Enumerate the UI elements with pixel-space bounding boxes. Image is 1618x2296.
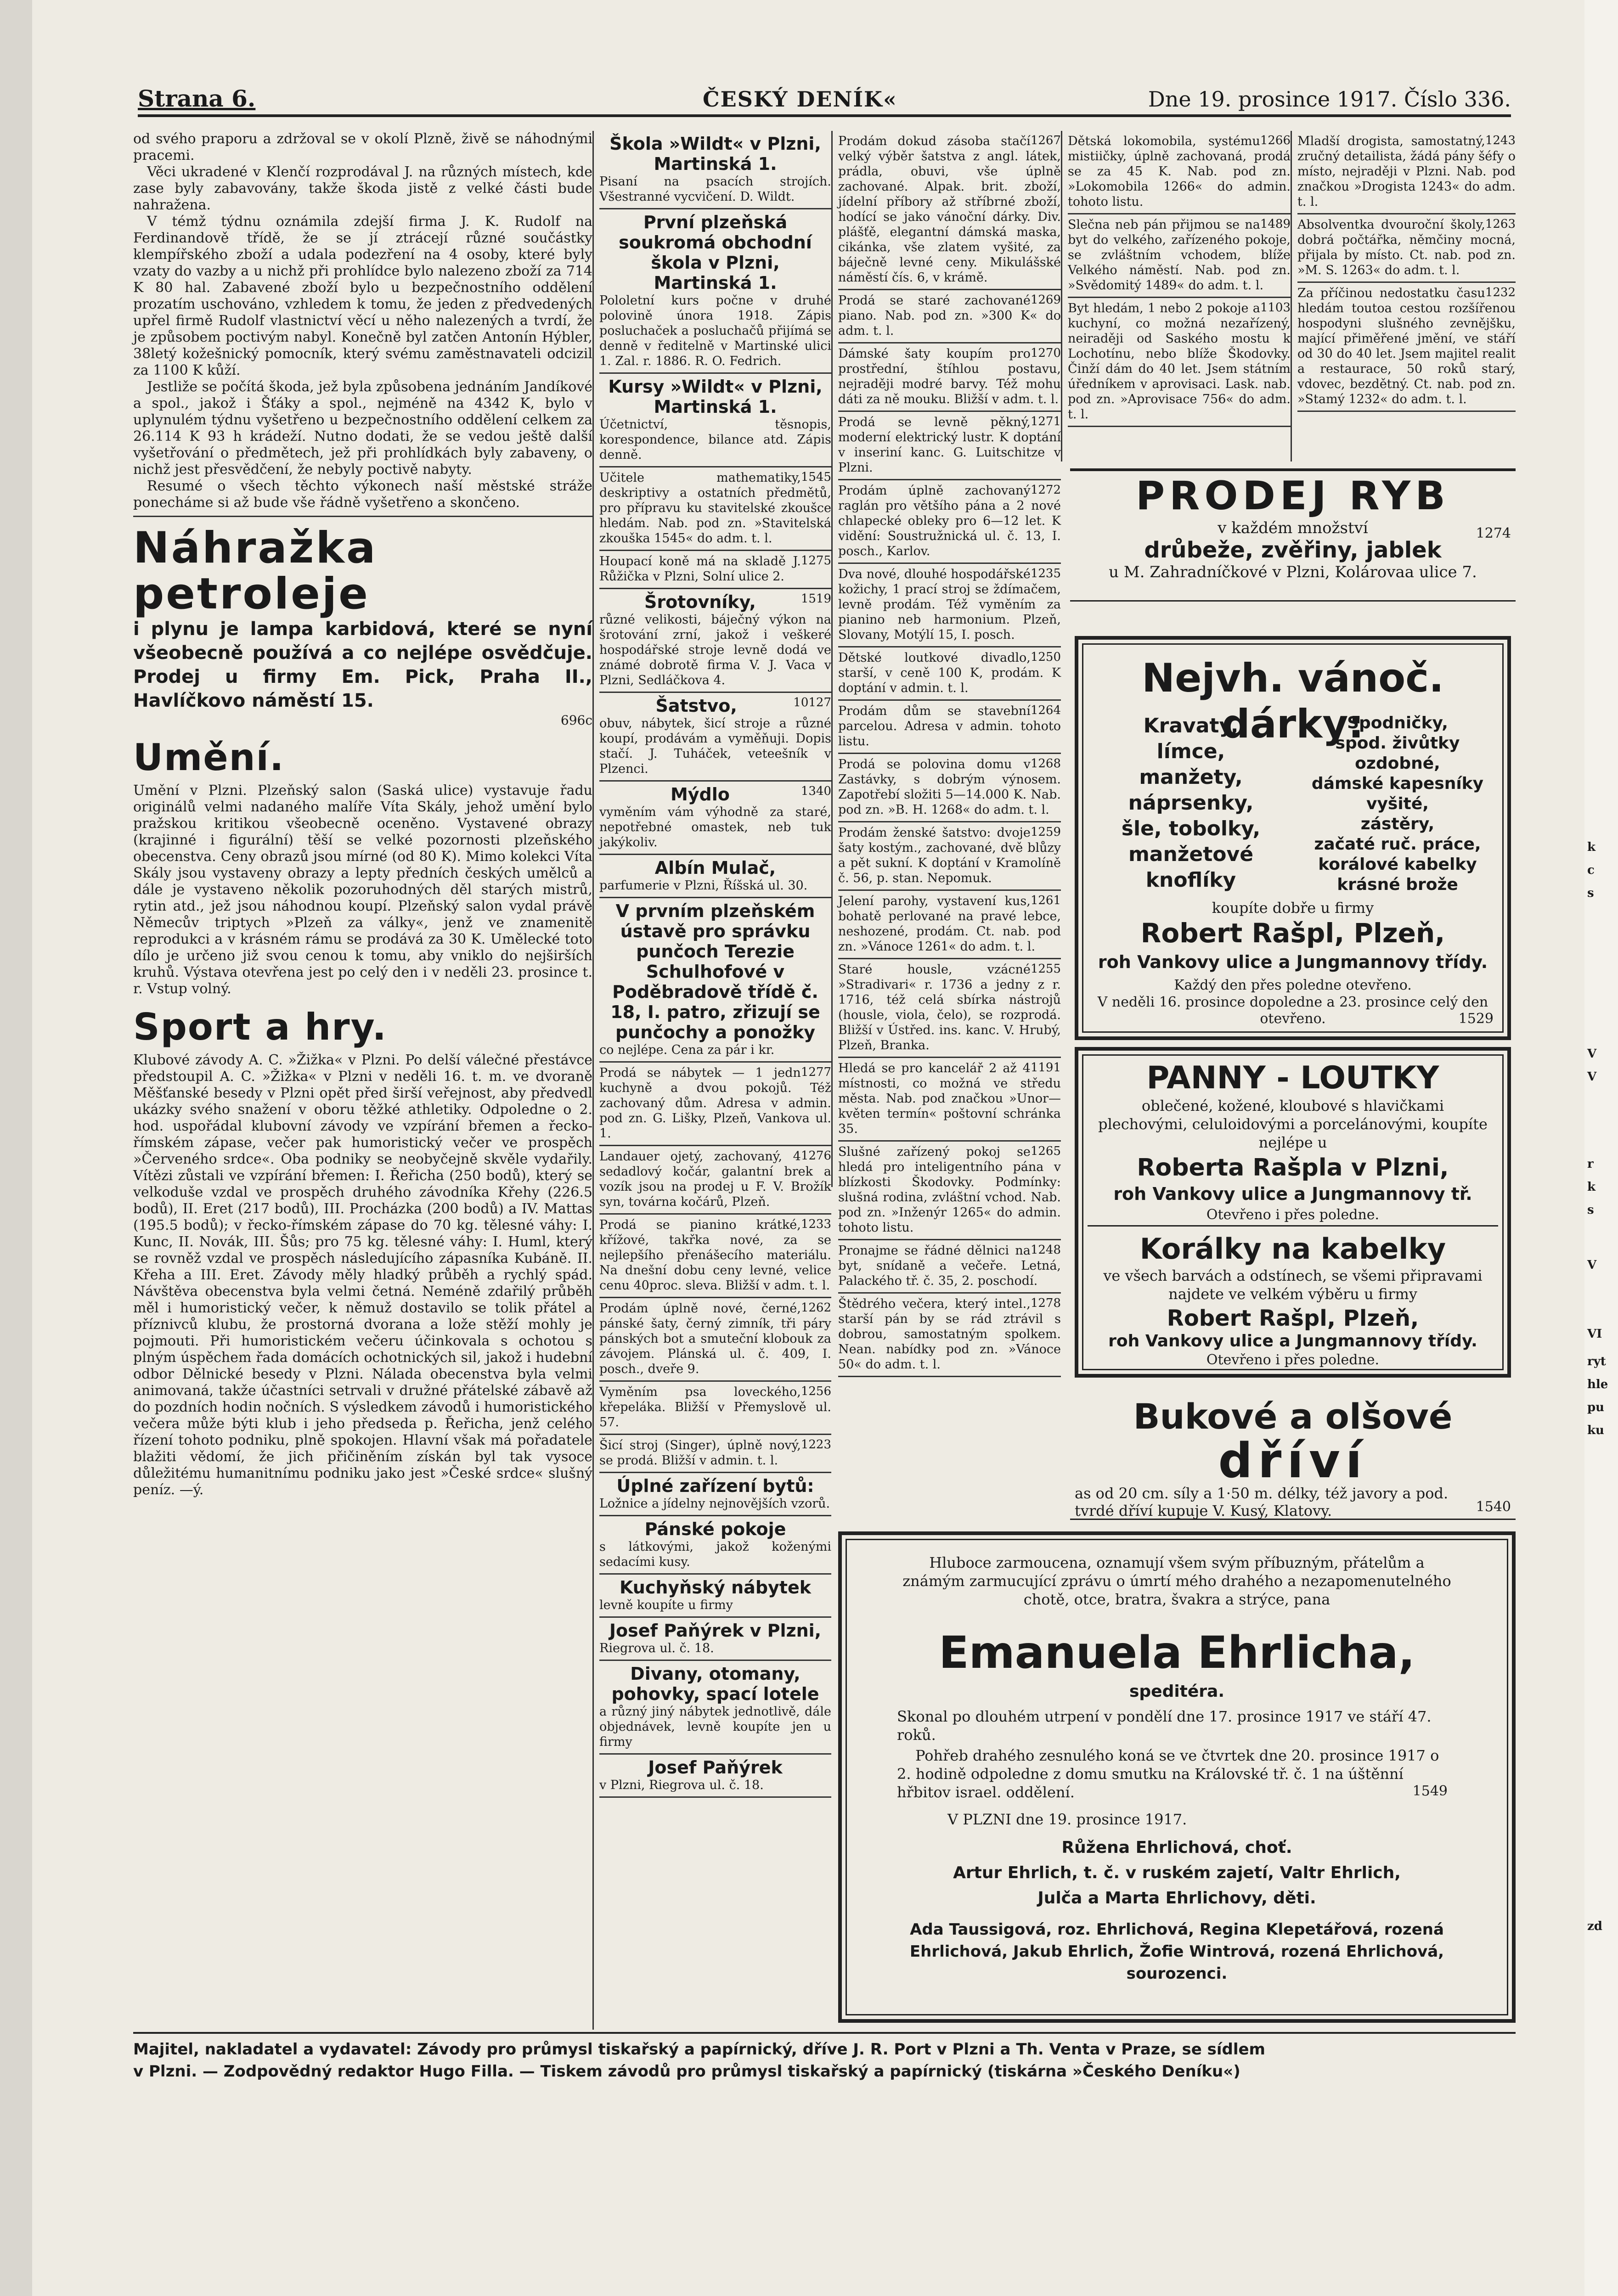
gifts-ad-hours: V neděli 16. prosince dopoledne a 23. prosince celý den otevřeno. <box>1097 994 1488 1027</box>
petroleum-ad-body: i plynu je lampa karbidová, které se nyní všeobecně používá a co nejlépe osvědčuje. Prodej u firmy Em. Pick, Praha II., Havlíčkovo náměstí 15. <box>133 619 592 711</box>
dolls-ad-firm: Roberta Rašpla v Plzni, <box>1137 1154 1449 1182</box>
obituary-notice <box>838 1531 1516 2023</box>
ad-body: Prodá se staré zachované piano. Nab. pod zn. »300 K« do adm. t. l. <box>838 293 1061 338</box>
obituary-signature: Julča a Marta Ehrlichovy, děti. <box>1037 1889 1316 1908</box>
ad-number: 1259 <box>1030 825 1061 839</box>
ad-number: 1271 <box>1030 415 1061 428</box>
ad-number: 1255 <box>1030 962 1061 976</box>
column-classifieds-4 <box>1061 131 1291 461</box>
ad-number: 1191 <box>1030 1061 1061 1075</box>
strip-fragment: ku <box>1587 1424 1604 1437</box>
classified-ad <box>838 343 1061 412</box>
gift-item: Spodničky, <box>1347 714 1448 732</box>
ad-number: 1268 <box>1030 757 1061 771</box>
ad-number: 1540 <box>1476 1499 1511 1515</box>
strip-fragment: hle <box>1587 1378 1608 1391</box>
ad-body: Učitele mathematiky, deskriptivy a ostatních předmětů, pro přípravu ku stavitelské zkoušce hledám. Nab. pod zn. »Stavitelská zkouška 1545« do adm. t. l. <box>599 471 831 546</box>
masthead <box>138 85 1511 117</box>
gifts-list-left <box>1092 713 1290 893</box>
ad-body: Absolventka dvouroční školy, dobrá počtářka, němčiny mocná, přijala by místo. Ct. nab. pod zn. »M. S. 1263« do adm. t. l. <box>1297 218 1516 277</box>
classified-ad <box>599 1661 831 1755</box>
strip-fragment: V <box>1587 1070 1597 1084</box>
classified-ad <box>1068 214 1291 298</box>
classified-ad <box>599 898 831 1063</box>
classified-ad <box>838 701 1061 754</box>
ad-heading: Úplné zařízení bytů: <box>616 1476 814 1496</box>
ad-body: Pololetní kurs počne v druhé polovině února 1918. Zápis posluchaček a posluchačů přijímá se denně v ředitelně v Martinské ulici 1. Zal. r. 1886. R. O. Fedrich. <box>599 293 831 368</box>
column-classifieds-3 <box>831 131 1061 1372</box>
ad-number: 1340 <box>801 784 831 798</box>
gift-item: zástěry, <box>1360 815 1435 833</box>
classified-ad <box>838 1058 1061 1142</box>
ad-number: 1267 <box>1030 134 1061 147</box>
ad-number: 1243 <box>1485 134 1516 147</box>
gift-item: začaté ruč. práce, <box>1314 835 1481 854</box>
sport-article: Klubové závody A. C. »Žižka« v Plzni. Po delší válečné přestávce předstoupil A. C. »Žižka« v Plzni v neděli 16. t. m. ve dvoraně Měšťanské besedy v Plzni opět před širší veřejnost, aby předvedl ukázky svého snažení v oboru těžké athletiky. Odpoledne o 2. hod. uspořádal klubovní závody ve vzpírání břemen a řecko-římském zápase, večer pak humoristický večer ve prospěch »Červeného srdce«. Oba podniky se neobyčejně skvěle vydařily. Vítězi zůstali ve vzpírání břemen: I. Řeřicha (250 bodů), který se velkoduše vzdal ve prospěch druhého závodníka Křehy (226.5 bodů), II. Eret (217 bodů), III. Procházka (200 bodů) a IV. Mattas (195.5 bodů); v řecko-římském zápase do 70 kg. tělesné váhy: I. Kunc, II. Novák, III. Šůs; pro 75 kg. tělesné váhy: I. Huml, který se rovněž vzdal ve prospěch následujícího zápasníka Kubáně. II. Křeha a III. Eret. Závody měly hladký průběh a rychlý spád. Návštěva obecenstva byla velmi četná. Neméně zdařilý průběh měl i humoristický večer, k němuž dostavilo se tolik přátel a příznivců klubu, že prostorná dvorana a lože stěží mohly je pojmouti. Při humoristickém večeru účinkovala s ochotou s plným úspěchem řada domácích ochotnických sil, jakož i hudební odbor Dělnické besedy v Plzni. Nálada obecenstva byla velmi animovaná, takže účastníci setrvali v družné přátelské zábavě až do pozdních hodin nočních. S výsledkem závodů i humoristického večera může býti klub i jeho předseda p. Řeřicha, jenž celého řízení tohoto podniku, plně spokojen. Hlavní však má pořadatele blažiti vědomí, že jich přičiněním získán byl tak vysoce důležitému humanitnímu podniku jako jest »České srdce« slušný peníz. —ý. <box>133 1052 592 1498</box>
gifts-ad-line: koupíte dobře u firmy <box>1212 899 1374 917</box>
classified-ad <box>1297 131 1516 214</box>
strip-fragment: V <box>1587 1258 1597 1272</box>
ad-number: 1274 <box>1476 525 1511 541</box>
ad-number: 1266 <box>1260 134 1291 147</box>
obituary-role: speditéra. <box>1129 1682 1225 1701</box>
section-title-sport: Sport a hry. <box>133 1006 387 1048</box>
gift-item: Kravaty, <box>1143 714 1239 737</box>
obituary-name: Emanuela Ehrlicha, <box>939 1627 1415 1678</box>
ad-heading: Divany, otomany, pohovky, spací lotele <box>611 1664 819 1704</box>
firewood-ad-text: as od 20 cm. síly a 1·50 m. délky, též javory a pod. tvrdé dříví kupuje V. Kusý, Klatovy. <box>1075 1485 1449 1519</box>
strip-fragment: pu <box>1587 1401 1605 1414</box>
classified-ad <box>838 480 1061 564</box>
ad-heading: Albín Mulač, <box>654 858 776 878</box>
newspaper-name: ČESKÝ DENÍK« <box>703 87 897 112</box>
classified-ad <box>599 374 831 467</box>
classified-ad <box>599 1435 831 1473</box>
ad-body: Prodám dokud zásoba stačí velký výběr šatstva z angl. látek, prádla, obuvi, vše úplně zachované. Alpak. brit. zboží, jídelní příbory až stříbrné zboží, hodící se jako vánoční dárky. Div. plášťě, elegantní dámská maska, cikánka, vše zlatem vyšité, za báječně levné ceny. Mikulášské náměstí čís. 6, v krámě. <box>838 134 1061 285</box>
gift-item: límce, <box>1156 740 1225 763</box>
classified-ad <box>599 1382 831 1435</box>
ad-number: 1489 <box>1260 217 1291 231</box>
article-paragraph: Jestliže se počítá škoda, jež byla způsobena jednáním Jandíkové a spol., jakož i Šťáky a spol., nejméně na 4342 K, bylo v uplynulém týdnu vyšetřeno u bezpečnostního oddělení celkem za 26.114 K 93 h krádeží. Nutno dodati, že se vedou ještě další vyšetřování o předmětech, jež při prohlídkách byly zabaveny, o nichž jest přesvědčení, že nebyly poctivě nabyty. <box>133 379 592 478</box>
obituary-signature: Růžena Ehrlichová, choť. <box>1061 1838 1292 1857</box>
ad-body: Houpací koně má na skladě J. Růžička v Plzni, Solní ulice 2. <box>599 554 801 584</box>
dolls-ad-title: PANNY - LOUTKY <box>1146 1060 1439 1096</box>
beads-ad-text: ve všech barvách a odstínech, se všemi připravami najdete ve velkém výběru u firmy <box>1103 1267 1483 1303</box>
ad-body: Slečna neb pán přijmou se na byt do velkého, zařízeného pokoje, se zvláštním vchodem, blíže Velkého náměstí. Nab. pod zn. »Svědomitý 1489« do adm. t. l. <box>1068 218 1291 293</box>
classified-ad <box>599 1473 831 1516</box>
ad-body: Ložnice a jídelny nejnovějších vzorů. <box>599 1497 830 1511</box>
strip-fragment: s <box>1587 1203 1594 1217</box>
umeni-article: Umění v Plzni. Plzeňský salon (Saská ulice) vystavuje řadu originálů velmi nadaného malíře Víta Skály, jehož umění bylo pražskou kritikou všeobecně oceněno. Vystavené obrazy (krajinné i figurální) těší se velké pozornosti plzeňského obecenstva. Ceny obrazů jsou mírné (od 80 K). Mimo kolekci Víta Skály jsou vystaveny obrazy a lepty předních českých umělců a dále je vystaveno několik pozoruhodných děl starých mistrů, rytin atd., jež jsou náhodnou koupí. Plzeňský salon vydal právě Němecův triptych »Plzeň za války«, jenž ve znamenitě reprodukci a v krásném rámu se prodává za 30 K. Umělecké toto dílo je určeno již svou cenou k tomu, aby vniklo do nejširších kruhů. Výstava otevřena jest po celý den i v neděli 23. prosince t. r. Vstup volný. <box>133 782 592 997</box>
obituary-signature: Artur Ehrlich, t. č. v ruském zajetí, Valtr Ehrlich, <box>953 1863 1401 1882</box>
classified-ad <box>599 209 831 374</box>
strip-fragment: V <box>1587 1047 1597 1061</box>
ad-body: Slušné zařízený pokoj se hledá pro inteligentního pána v blízkosti Škodovky. Podmínky: slušná rodina, zvláštní vchod. Nab. pod zn. »Inženýr 1265« do admin. tohoto listu. <box>838 1145 1061 1235</box>
obituary-place-date: V PLZNI dne 19. prosince 1917. <box>947 1811 1187 1828</box>
ad-number: 1103 <box>1260 301 1291 315</box>
section-title-umeni: Umění. <box>133 736 285 779</box>
petroleum-ad-title: Náhražka petroleje <box>133 523 378 619</box>
ad-body: Prodá se polovina domu v Zastávky, s dobrým výnosem. Zapotřebí složiti 5—14.000 K. Nab. pod zn. »B. H. 1268« do adm. t. l. <box>838 757 1061 817</box>
ad-body: Prodám úplně nové, černé, pánské šaty, černý zimník, tři páry pánských bot a smuteční klobouk za závojem. Plánská ul. č. 409, I. posch., dveře 9. <box>599 1301 831 1376</box>
ad-body: obuv, nábytek, šicí stroje a různé koupí, prodávám a vyměňuji. Dopis stačí. J. Tuháček, veteešník v Plzenci. <box>599 716 831 776</box>
gifts-ad-title: Nejvh. vánoč. dárky: <box>1142 655 1444 747</box>
christmas-gifts-ad <box>1075 636 1511 1040</box>
ad-number: 1263 <box>1485 217 1516 231</box>
page-number: Strana 6. <box>138 85 256 112</box>
classified-ad <box>838 1240 1061 1294</box>
ad-number: 1232 <box>1485 286 1516 299</box>
gift-item: ozdobné, <box>1355 754 1440 773</box>
classified-ad <box>599 855 831 898</box>
ad-body: Účetnictví, těsnopis, korespondence, bilance atd. Zápis denně. <box>599 417 831 462</box>
ad-body: Dětské loutkové divadlo, starší, v ceně 100 K, prodám. K doptání v admin. t. l. <box>838 651 1061 695</box>
ad-body: Štědrého večera, který intel., starší pán by se rád ztrávil s dobrou, samostatným spolkem. Nean. nabídky pod zn. »Vánoce 50« do adm. t. l. <box>838 1297 1061 1372</box>
classified-ad <box>838 290 1061 343</box>
imprint-line: v Plzni. — Zodpovědný redaktor Hugo Filla. — Tiskem závodů pro průmysl tiskařský a papírnický (tiskárna »Českého Deníku«) <box>133 2062 1240 2081</box>
beads-ad-address: roh Vankovy ulice a Jungmannovy třídy. <box>1108 1332 1477 1351</box>
imprint-footer <box>133 2032 1516 2119</box>
ad-number: 1223 <box>801 1438 831 1452</box>
adjacent-page-strip <box>1584 0 1618 2296</box>
ad-body: Za příčinou nedostatku času hledám toutoa cestou rozšířenou hospodyni slušného zevnějšku, mající přiměřené jmění, ve stáří od 30 do 40 let. Jsem majitel realit a restaurace, 50 roků starý, vdovec, bezdětný. Ct. nab. pod zn. »Stamý 1232« do adm. t. l. <box>1297 286 1516 406</box>
petroleum-ad <box>133 516 592 728</box>
classified-ad <box>599 1755 831 1798</box>
classified-ad <box>599 1063 831 1146</box>
ad-heading: Kuchyňský nábytek <box>620 1577 811 1598</box>
ad-number: 1256 <box>801 1384 831 1398</box>
ad-heading: První plzeňská soukromá obchodní škola v Plzni, Martinská 1. <box>619 212 812 293</box>
fish-ad-title: PRODEJ RYB <box>1136 473 1450 519</box>
ad-number: 696c <box>560 713 592 728</box>
strip-fragment: ryt <box>1587 1355 1606 1368</box>
ad-number: 1545 <box>801 470 831 484</box>
article-paragraph: od svého praporu a zdržoval se v okolí Plzně, živě se náhodnými pracemi. <box>133 131 592 163</box>
ad-number: 1235 <box>1030 567 1061 580</box>
classified-ad <box>599 551 831 589</box>
ad-heading: V prvním plzeňském ústavě pro správku punčoch Terezie Schulhofové v Poděbradově třídě č. 18, I. patro, zřizují se punčochy a ponožky <box>610 901 820 1042</box>
gift-item: dámské kapesníky <box>1311 774 1484 793</box>
gifts-ad-address: roh Vankovy ulice a Jungmannovy třídy. <box>1098 952 1488 972</box>
ad-body: Prodá se nábytek — 1 jedn kuchyně a dvou pokojů. Též zachovaný dům. Adresa v admin. pod zn. G. Lišky, Plzeň, Vankova ul. 1. <box>599 1066 831 1141</box>
classified-ad <box>599 131 831 209</box>
ad-number: 1264 <box>1030 703 1061 717</box>
ad-number: 1276 <box>801 1149 831 1163</box>
gift-item: spod. živůtky <box>1335 734 1460 753</box>
strip-fragment: s <box>1587 886 1594 900</box>
ad-body: Prodám úplně zachovaný raglán pro většího pána a 2 nové chlapecké obleky pro 6—12 let. K vidění: Soustružnická ul. č. 13, I. posch., Karlov. <box>838 484 1061 558</box>
obituary-text: Pohřeb drahého zesnulého koná se ve čtvrtek dne 20. prosince 1917 o 2. hodině odpoledne z domu smutku na Královské tř. č. 1 na úštěnní hřbitov israel. oddělení. <box>897 1747 1439 1801</box>
beads-ad-title: Korálky na kabelky <box>1139 1232 1446 1266</box>
ad-number: 1265 <box>1030 1144 1061 1158</box>
ad-number: 10127 <box>793 696 831 709</box>
ad-number: 1233 <box>801 1217 831 1231</box>
ad-number: 1262 <box>801 1301 831 1315</box>
strip-fragment: r <box>1587 1157 1594 1171</box>
firewood-ad-title-big: dříví <box>1218 1433 1368 1489</box>
ad-heading: Josef Paňýrek v Plzni, <box>609 1621 822 1641</box>
ad-number: 1270 <box>1030 346 1061 360</box>
ad-heading: Škola »Wildt« v Plzni, Martinská 1. <box>609 134 821 174</box>
classified-ad <box>1297 214 1516 283</box>
column-classifieds-5 <box>1291 131 1516 461</box>
ad-body: vyměním vám výhodně za staré, nepotřebné omastek, neb tuk jakýkoliv. <box>599 805 831 850</box>
classified-ad <box>599 1516 831 1575</box>
classified-ad <box>599 693 831 782</box>
beads-ad-hours: Otevřeno i přes poledne. <box>1206 1352 1380 1368</box>
firewood-ad <box>1070 1396 1516 1520</box>
ad-body: Pisaní na psacích strojích. Všestranné vycvičení. D. Wildt. <box>599 174 831 204</box>
issue-date: Dne 19. prosince 1917. Číslo 336. <box>1148 87 1511 112</box>
ad-body: Šicí stroj (Singer), úplně nový, se prodá. Bližší v admin. t. l. <box>599 1438 801 1468</box>
classified-ad <box>1297 283 1516 412</box>
dolls-ad-text: oblečené, kožené, kloubové s hlavičkami plechovými, celuloidovými a porcelánovými, koupíte nejlépe u <box>1098 1097 1488 1151</box>
gifts-ad-hours: Každý den přes poledne otevřeno. <box>1174 977 1412 993</box>
ad-body: Dva nové, dlouhé hospodářské kožichy, 1 prací stroj se ždímačem, levně prodám. Též vyměním za pianino neb harmonium. Plzeň, Slovany, Motýlí 15, I. posch. <box>838 567 1061 642</box>
classified-ad <box>838 959 1061 1058</box>
gifts-list-right <box>1294 713 1501 895</box>
ad-heading: Josef Paňýrek <box>648 1757 783 1778</box>
ad-number: 1519 <box>801 592 831 606</box>
ad-body: Dětská lokomobila, systému mistiičky, úplně zachovaná, prodá se za 45 K. Nab. pod zn. »Lokomobila 1266« do admin. tohoto listu. <box>1068 134 1291 209</box>
obituary-text: Skonal po dlouhém utrpení v pondělí dne 17. prosince 1917 ve stáří 47. roků. <box>897 1708 1432 1744</box>
ad-body: Jelení parohy, vystavení kus, bohatě perlované na pravé lebce, neshozené, prodám. Ct. nab. pod zn. »Vánoce 1261« do adm. t. l. <box>838 894 1061 954</box>
ad-body: Pronajme se řádné dělnici na byt, snídaně a večeře. Letná, Palackého tř. č. 35, 2. poschodí. <box>838 1244 1061 1288</box>
fish-sale-ad <box>1070 468 1516 602</box>
ad-body: Prodá se pianino krátké, křížové, takřka nové, za se nejlepšího přenášecího materiálu. Na dnešní dobu ceny levné, velice cenu 40proc. sleva. Bližší v adm. t. l. <box>599 1218 831 1293</box>
article-paragraph: Resumé o všech těchto výkonech naší městské stráže ponecháme si až bude vše řádně vyšetřeno a skončeno. <box>133 478 592 511</box>
obituary-signature: Ada Taussigová, roz. Ehrlichová, Regina Klepetářová, rozená Ehrlichová, Jakub Ehrlich, Žofie Wintrová, rozená Ehrlichová, sourozenci. <box>909 1920 1444 1983</box>
strip-fragment: zd <box>1587 1919 1602 1933</box>
ad-heading: Šrotovníky, <box>644 592 756 612</box>
classified-ad <box>838 412 1061 480</box>
ad-number: 1261 <box>1030 894 1061 907</box>
article-paragraph: Věci ukradené v Klenčí rozprodával J. na různých místech, kde zase byly zabavovány, takže škoda jistě z velké části bude nahražena. <box>133 164 592 213</box>
fish-ad-line: u M. Zahradníčkové v Plzni, Kolárovaa ulice 7. <box>1109 563 1477 581</box>
gift-item: manžety, <box>1139 765 1243 789</box>
classified-ad <box>599 1146 831 1215</box>
gift-item: manžetové <box>1128 843 1254 866</box>
ad-body: Prodám dům se stavební parcelou. Adresa v admin. tohoto listu. <box>838 704 1061 748</box>
ad-number: 1275 <box>801 554 831 568</box>
classified-ad <box>838 647 1061 701</box>
article-paragraph: V témž týdnu oznámila zdejší firma J. K. Rudolf na Ferdinandově třídě, že se jí ztrácejí různé součástky klempířského zboží a udala podezření na 4 osoby, které byly vzaty do vazby a u nichž při prohlídce bylo nalezeno zboží za 714 K 80 hal. Zabavené zboží bylo u bezpečnostního oddělení prozatím uschováno, vzhledem k tomu, že jeden z předvedených upřel firmě Rudolf vlastnictví věcí u něho nalezených a tvrdí, že je způsobem poctivým nabyl. Konečně byl zatčen Antonín Hýbler, 38letý kožešnický pomocník, který svému zaměstnavateli odcizil za 1100 K kůží. <box>133 214 592 378</box>
ad-body: Dámské šaty koupím pro prostřední, štíhlou postavu, nejraději modré barvy. Též mohu dáti za ně mouku. Bližší v adm. t. l. <box>838 347 1061 406</box>
ad-body: v Plzni, Riegrova ul. č. 18. <box>599 1778 764 1792</box>
dolls-ad <box>1075 1047 1511 1378</box>
column-classifieds-2 <box>592 131 831 2030</box>
ad-body: různé velikosti, báječný výkon na šrotování zrní, jakož i veškeré hospodářské stroje levně dodá ve známé dobrotě firma V. J. Vaca v Plzni, Sedláčkova 4. <box>599 613 831 687</box>
ad-body: Vyměním psa loveckého, křepeláka. Bližší v Přemyslově ul. 57. <box>599 1385 831 1429</box>
classified-ad <box>599 1575 831 1618</box>
fish-ad-line: v každém množství <box>1218 519 1368 537</box>
strip-fragment: k <box>1587 1180 1596 1194</box>
ad-number: 1549 <box>1412 1783 1448 1799</box>
ad-number: 1269 <box>1030 293 1061 307</box>
classified-ad <box>838 564 1061 647</box>
ad-body: Hledá se pro kancelář 2 až 4 místnosti, co možná ve středu města. Nab. pod značkou »Unor—květen termín« poštovní schránka 35. <box>838 1061 1061 1136</box>
classified-ad <box>599 1298 831 1382</box>
ad-body: parfumerie v Plzni, Říšská ul. 30. <box>599 878 808 893</box>
strip-fragment: k <box>1587 840 1596 854</box>
ad-heading: Kursy »Wildt« v Plzni, Martinská 1. <box>608 377 823 417</box>
dolls-ad-hours: Otevřeno i přes poledne. <box>1206 1207 1380 1223</box>
ad-number: 1272 <box>1030 483 1061 497</box>
ad-body: s látkovými, jakož koženými sedacími kusy. <box>599 1540 831 1569</box>
ad-body: levně koupíte u firmy <box>599 1598 733 1612</box>
ad-number: 1278 <box>1030 1296 1061 1310</box>
dolls-ad-address: roh Vankovy ulice a Jungmannovy tř. <box>1113 1184 1472 1204</box>
ad-body: Mladší drogista, samostatný, zručný detailista, žádá pány šéfy o místo, nejraději v Plzni. Nab. pod značkou »Drogista 1243« do adm. t. l. <box>1297 134 1516 209</box>
strip-fragment: c <box>1587 863 1595 877</box>
ad-body: Prodám ženské šatstvo: dvoje šaty kostým., zachované, dvě blůzy a pět sukní. K doptání v Kramolíně č. 56, p. stan. Nepomuk. <box>838 826 1061 885</box>
classified-ad <box>599 1215 831 1298</box>
gift-item: šle, tobolky, <box>1121 817 1261 840</box>
gift-item: korálové kabelky <box>1318 855 1477 874</box>
gift-item: náprsenky, <box>1128 791 1254 815</box>
classified-ad <box>838 1142 1061 1240</box>
ad-heading: Mýdlo <box>670 784 730 805</box>
strip-fragment: VI <box>1587 1327 1602 1341</box>
ad-number: 1250 <box>1030 650 1061 664</box>
classified-ad <box>599 782 831 855</box>
classified-ad <box>838 131 1061 290</box>
fish-ad-line: drůbeže, zvěřiny, jablek <box>1144 537 1442 563</box>
gift-item: knoflíky <box>1145 868 1236 892</box>
firewood-ad-title: Bukové a olšové <box>1133 1396 1453 1437</box>
imprint-line: Majitel, nakladatel a vydavatel: Závody pro průmysl tiskařský a papírnický, dříve J. R. Port v Plzni a Th. Venta v Praze, se sídlem <box>133 2040 1265 2059</box>
obituary-intro: Hluboce zarmoucena, oznamují všem svým příbuzným, přátelům a známým zarmucující zprávu o úmrtí mého drahého a nezapomenutelného chotě, otce, bratra, švakra a strýce, pana <box>902 1554 1451 1608</box>
ad-body: Staré housle, vzácné »Stradivari« r. 1736 a jedny z r. 1716, též celá sbírka nástrojů (housle, viola, čelo), se rozprodá. Bližší v Ústřed. ins. kanc. V. Hrubý, Plzeň, Branka. <box>838 962 1061 1052</box>
ad-heading: Pánské pokoje <box>644 1519 786 1539</box>
ad-body: Prodá se levně pěkný, moderní elektrický lustr. K doptání v inseriní kanc. G. Luitschitze v Plzni. <box>838 415 1061 475</box>
ad-body: a různý jiný nábytek jednotlivě, dále objednávek, levně koupíte jen u firmy <box>599 1705 831 1749</box>
beads-ad-firm: Robert Rašpl, Plzeň, <box>1167 1306 1419 1331</box>
classified-ad <box>599 589 831 693</box>
ad-number: 1248 <box>1030 1243 1061 1257</box>
gift-item: krásné brože <box>1337 875 1458 894</box>
classified-ad <box>838 754 1061 822</box>
ad-body: co nejlépe. Cena za pár i kr. <box>599 1043 775 1057</box>
ad-body: Riegrova ul. č. 18. <box>599 1641 714 1655</box>
ad-body: Landauer ojetý, zachovaný, 4 sedadlový kočár, galantní brek a vozík jsou na prodej u F. V. Brožík syn, továrna kočárů, Plzeň. <box>599 1149 831 1209</box>
classified-ad <box>1068 298 1291 427</box>
classified-ad <box>838 891 1061 959</box>
classified-ad <box>599 1618 831 1661</box>
classified-ad <box>1068 131 1291 214</box>
ad-heading: Šatstvo, <box>655 696 737 716</box>
classified-ad <box>838 822 1061 891</box>
ad-body: Byt hledám, 1 nebo 2 pokoje a kuchyní, co možná nezařízený, neiraději od Saského mostu k Lochotínu, nebo blíže Škodovky. Činží dám do 40 let. Jsem státním úředníkem v aprovisaci. Lask. nab. pod zn. »Aprovisace 756« do adm. t. l. <box>1068 301 1291 422</box>
gifts-ad-firm: Robert Rašpl, Plzeň, <box>1140 917 1445 949</box>
classified-ad <box>838 1294 1061 1377</box>
classified-ad <box>599 467 831 551</box>
ad-number: 1529 <box>1458 1011 1494 1027</box>
gift-item: vyšité, <box>1366 794 1429 813</box>
ad-number: 1277 <box>801 1065 831 1079</box>
column-news <box>133 131 592 2030</box>
